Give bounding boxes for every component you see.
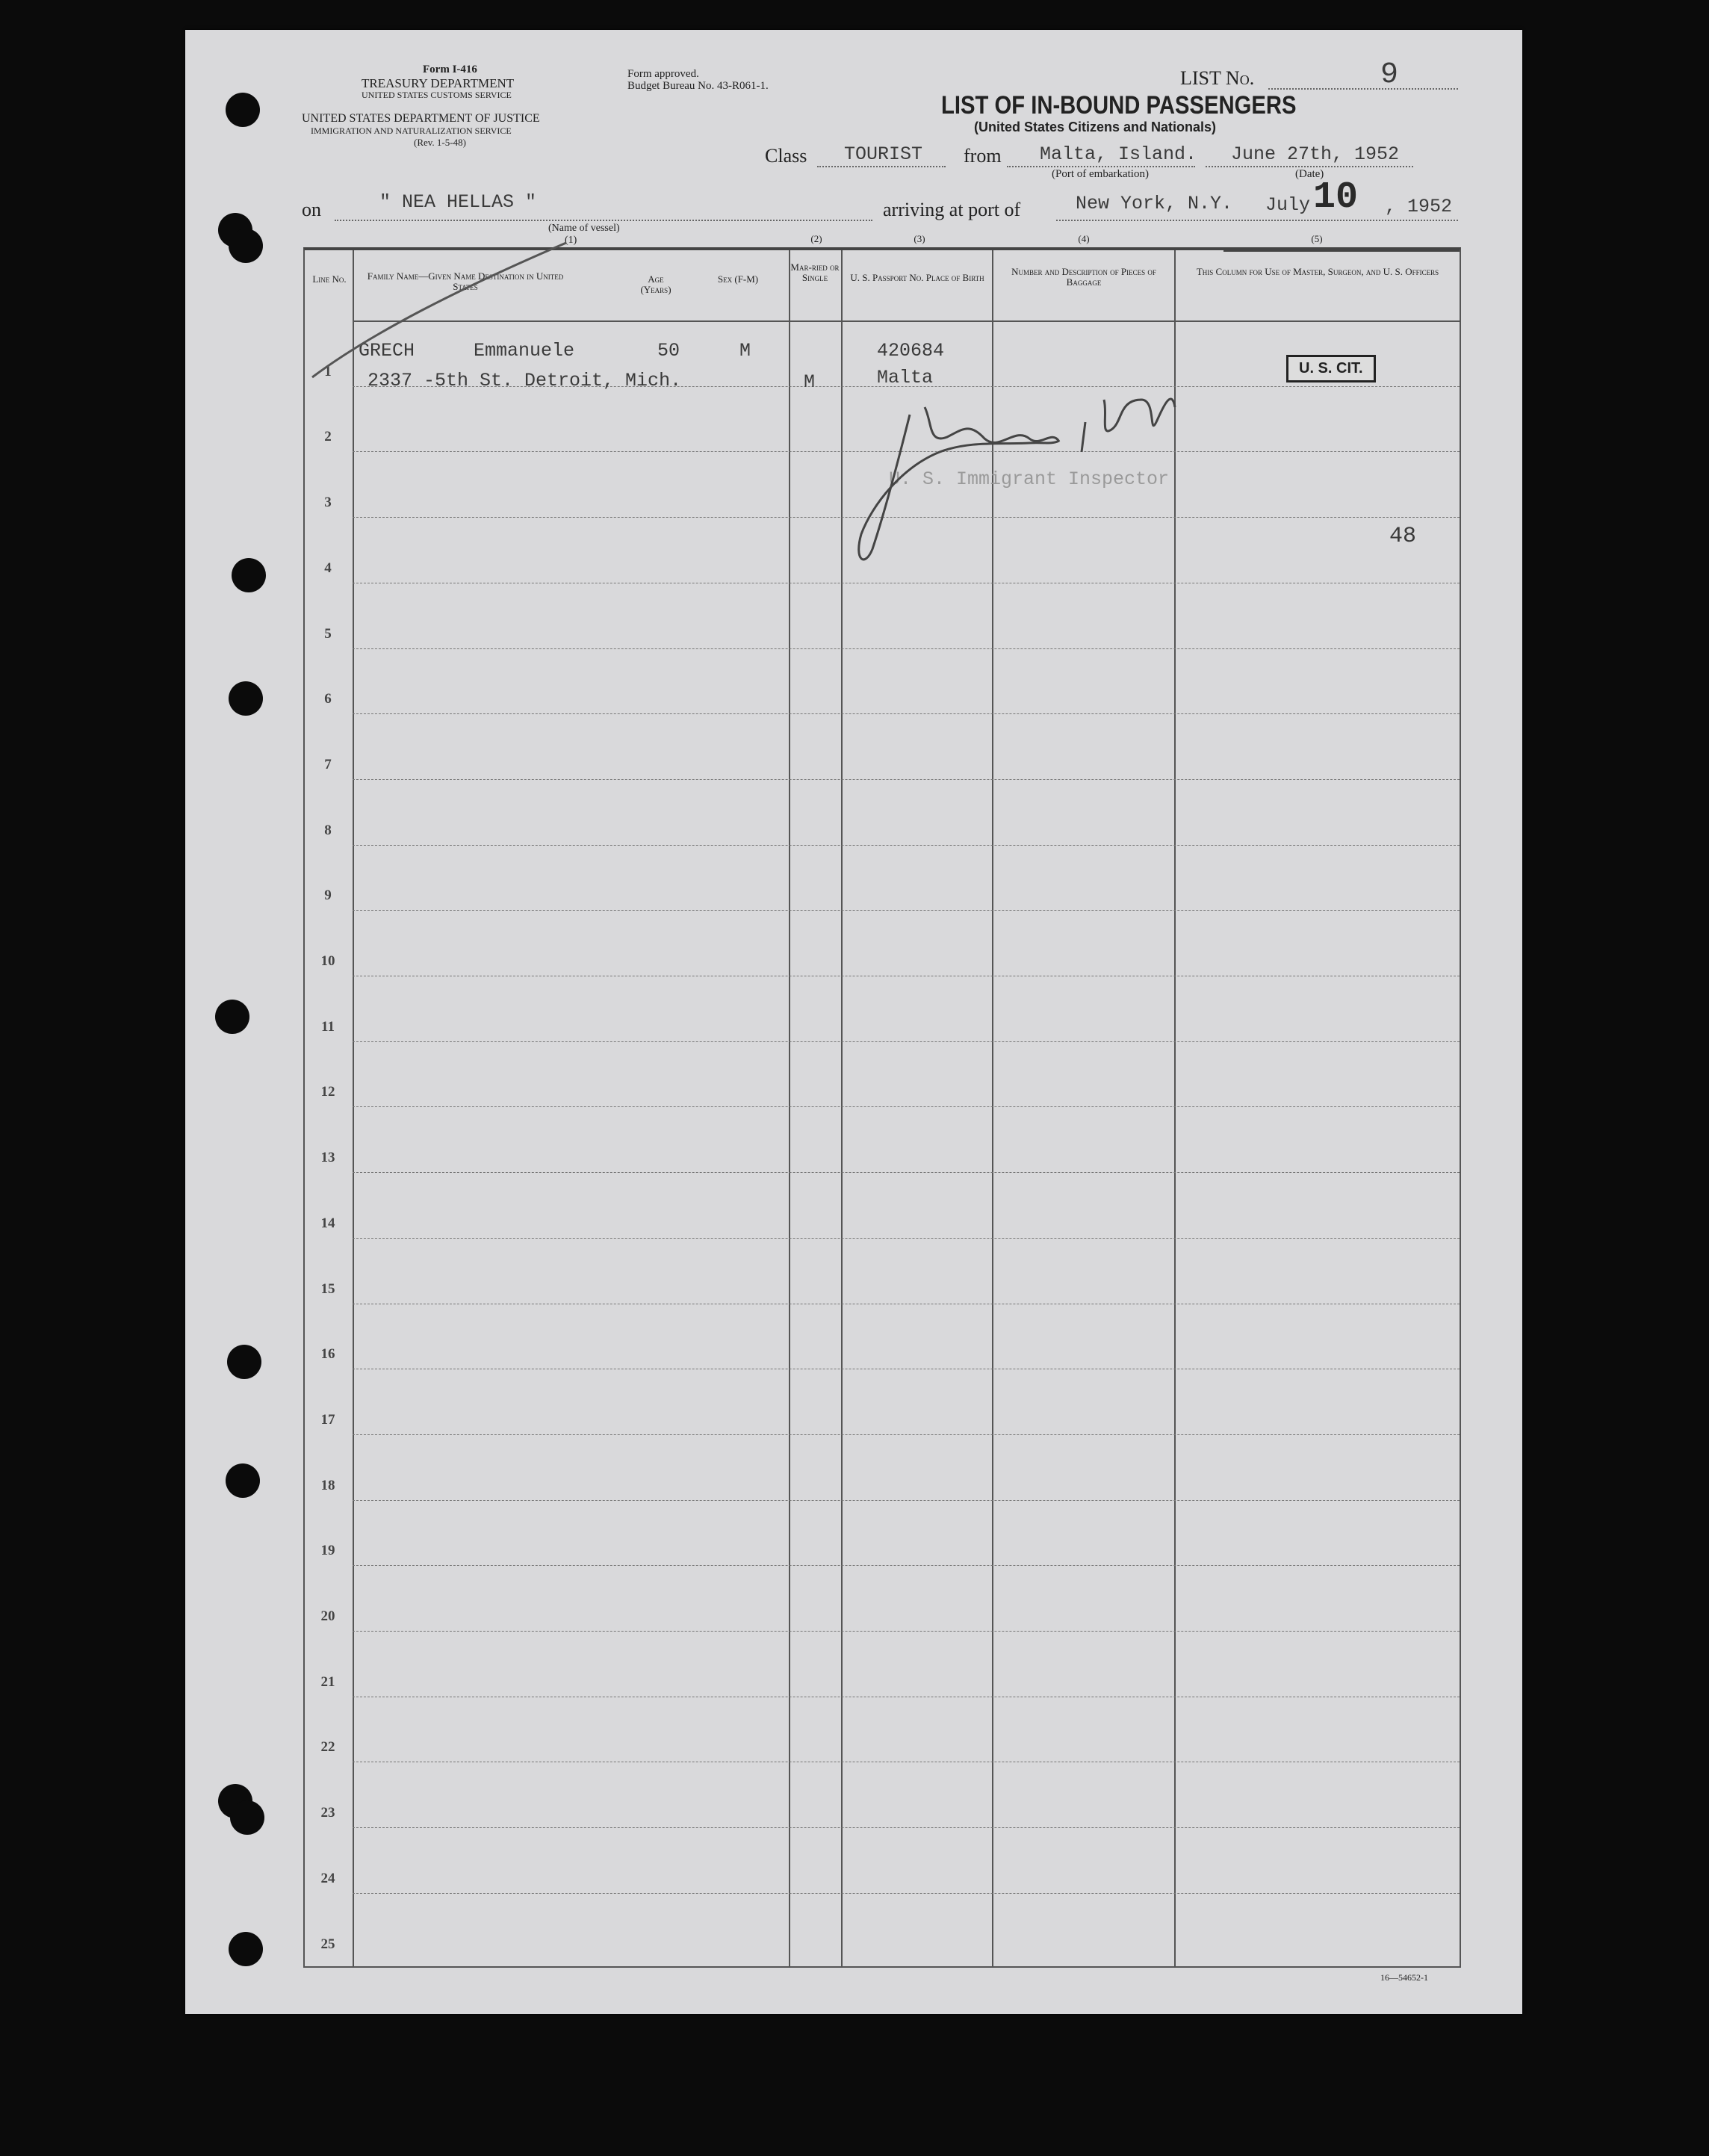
binder-hole bbox=[229, 1932, 263, 1966]
date-caption: (Date) bbox=[1295, 168, 1324, 180]
port-caption: (Port of embarkation) bbox=[1052, 168, 1149, 180]
form-number: Form I-416 bbox=[423, 63, 477, 75]
row-number: 1 bbox=[324, 363, 332, 380]
vessel-col-number: (1) bbox=[565, 235, 577, 246]
class-value: TOURIST bbox=[844, 143, 923, 165]
col-passport: U. S. Passport No. Place of Birth bbox=[850, 272, 984, 283]
row-number: 21 bbox=[320, 1673, 335, 1690]
class-label: Class bbox=[765, 145, 807, 167]
table-row bbox=[353, 1827, 1460, 1828]
table-row bbox=[353, 910, 1460, 911]
list-no-label: LIST No. bbox=[1180, 67, 1255, 89]
row-number: 14 bbox=[320, 1215, 335, 1231]
vessel-caption: (Name of vessel) bbox=[548, 223, 620, 234]
col-sex: Sex (F-M) bbox=[717, 273, 759, 285]
col-officers: This Column for Use of Master, Surgeon, and U. S. Officers bbox=[1196, 266, 1439, 277]
form-revision: (Rev. 1-5-48) bbox=[414, 137, 466, 148]
row-number: 2 bbox=[324, 429, 332, 445]
sex-value: M bbox=[739, 340, 751, 362]
table-row bbox=[353, 648, 1460, 649]
table-row bbox=[353, 1041, 1460, 1042]
row-number: 16 bbox=[320, 1346, 335, 1363]
col-line-no: Line No. bbox=[312, 273, 347, 285]
departure-date: June 27th, 1952 bbox=[1231, 143, 1400, 165]
date-line bbox=[1206, 166, 1413, 167]
class-line bbox=[817, 166, 946, 167]
col-divider bbox=[789, 250, 790, 1966]
table-row bbox=[353, 1106, 1460, 1107]
row-number: 11 bbox=[321, 1018, 335, 1035]
from-label: from bbox=[964, 145, 1002, 167]
row-number: 25 bbox=[320, 1936, 335, 1952]
row-number: 7 bbox=[324, 756, 332, 772]
row-number: 5 bbox=[324, 625, 332, 642]
binder-hole bbox=[229, 681, 263, 716]
row-number: 23 bbox=[320, 1805, 335, 1821]
family-name: GRECH bbox=[359, 340, 415, 362]
list-no-line bbox=[1268, 88, 1458, 90]
age-value: 50 bbox=[657, 340, 680, 362]
table-row bbox=[353, 1565, 1460, 1566]
table-row bbox=[353, 779, 1460, 780]
col-divider bbox=[353, 250, 354, 1966]
col-name: Family Name—Given Name Destination in United States bbox=[367, 270, 564, 292]
binder-hole bbox=[226, 1463, 260, 1498]
arrival-line bbox=[1056, 220, 1458, 221]
passport-number: 420684 bbox=[877, 340, 945, 362]
department-of-justice: UNITED STATES DEPARTMENT OF JUSTICE bbox=[302, 112, 540, 125]
table-row bbox=[353, 845, 1460, 846]
row-number: 3 bbox=[324, 495, 332, 511]
vessel-name: " NEA HELLAS " bbox=[379, 191, 537, 213]
on-label: on bbox=[302, 199, 321, 220]
table-row bbox=[353, 1238, 1460, 1239]
col-number-3: (3) bbox=[914, 233, 925, 244]
table-row bbox=[353, 1893, 1460, 1894]
col-number-4: (4) bbox=[1078, 233, 1090, 244]
row-number: 22 bbox=[320, 1739, 335, 1756]
budget-bureau: Budget Bureau No. 43-R061-1. bbox=[627, 80, 769, 92]
table-row bbox=[353, 1172, 1460, 1173]
inspector-signature bbox=[857, 355, 1276, 579]
arrival-month: July bbox=[1265, 194, 1311, 216]
table-row bbox=[353, 1500, 1460, 1501]
row-number: 15 bbox=[320, 1280, 335, 1297]
arriving-label: arriving at port of bbox=[883, 199, 1021, 220]
from-line bbox=[1007, 166, 1195, 167]
row-number: 12 bbox=[320, 1084, 335, 1100]
row-number: 13 bbox=[320, 1150, 335, 1166]
form-approved: Form approved. bbox=[627, 68, 699, 80]
margin-number: 48 bbox=[1389, 524, 1417, 549]
from-value: Malta, Island. bbox=[1040, 143, 1197, 165]
row-number: 20 bbox=[320, 1608, 335, 1624]
arrival-year: , 1952 bbox=[1385, 196, 1453, 217]
row-number: 4 bbox=[324, 560, 332, 576]
us-citizen-stamp: U. S. CIT. bbox=[1286, 355, 1376, 382]
row-number: 10 bbox=[320, 953, 335, 969]
manifest-sheet bbox=[185, 30, 1522, 2014]
row-number: 8 bbox=[324, 822, 332, 838]
customs-service: UNITED STATES CUSTOMS SERVICE bbox=[362, 90, 512, 100]
row-number: 9 bbox=[324, 888, 332, 904]
binder-hole bbox=[229, 229, 263, 263]
form-title: LIST OF IN-BOUND PASSENGERS bbox=[941, 91, 1297, 120]
col-divider bbox=[841, 250, 843, 1966]
table-row bbox=[353, 713, 1460, 714]
married-value: M bbox=[804, 371, 816, 393]
row-number: 24 bbox=[320, 1870, 335, 1886]
footer-code: 16—54652-1 bbox=[1380, 1972, 1428, 1983]
list-no-value: 9 bbox=[1380, 58, 1399, 92]
binder-hole bbox=[226, 93, 260, 127]
inspector-caption: U. S. Immigrant Inspector bbox=[889, 468, 1170, 490]
binder-hole bbox=[232, 558, 266, 592]
col-baggage: Number and Description of Pieces of Baggage bbox=[1011, 266, 1156, 288]
row-number: 17 bbox=[320, 1411, 335, 1428]
row-number: 18 bbox=[320, 1477, 335, 1493]
row-number: 6 bbox=[324, 691, 332, 707]
col-married: Mar-ried or Single bbox=[790, 261, 840, 283]
col-number-5: (5) bbox=[1311, 233, 1323, 244]
row-number: 19 bbox=[320, 1543, 335, 1559]
vessel-line bbox=[335, 220, 872, 221]
given-name: Emmanuele bbox=[474, 340, 575, 362]
arrival-day: 10 bbox=[1313, 176, 1359, 219]
ins-label: IMMIGRATION AND NATURALIZATION SERVICE bbox=[311, 126, 512, 136]
binder-hole bbox=[227, 1345, 261, 1379]
table-row bbox=[353, 1631, 1460, 1632]
destination: 2337 -5th St. Detroit, Mich. bbox=[367, 370, 682, 391]
pen-stroke bbox=[312, 243, 611, 392]
arrival-port: New York, N.Y. bbox=[1076, 193, 1233, 214]
table-row bbox=[353, 1434, 1460, 1435]
treasury-department: TREASURY DEPARTMENT bbox=[362, 76, 515, 90]
form-subtitle: (United States Citizens and Nationals) bbox=[974, 120, 1217, 134]
col-number-2: (2) bbox=[810, 233, 822, 244]
place-of-birth: Malta bbox=[877, 367, 934, 388]
binder-hole bbox=[230, 1800, 264, 1835]
binder-hole bbox=[215, 1000, 249, 1034]
passenger-table bbox=[303, 233, 1461, 1968]
col-age: Age (Years) bbox=[640, 273, 671, 295]
